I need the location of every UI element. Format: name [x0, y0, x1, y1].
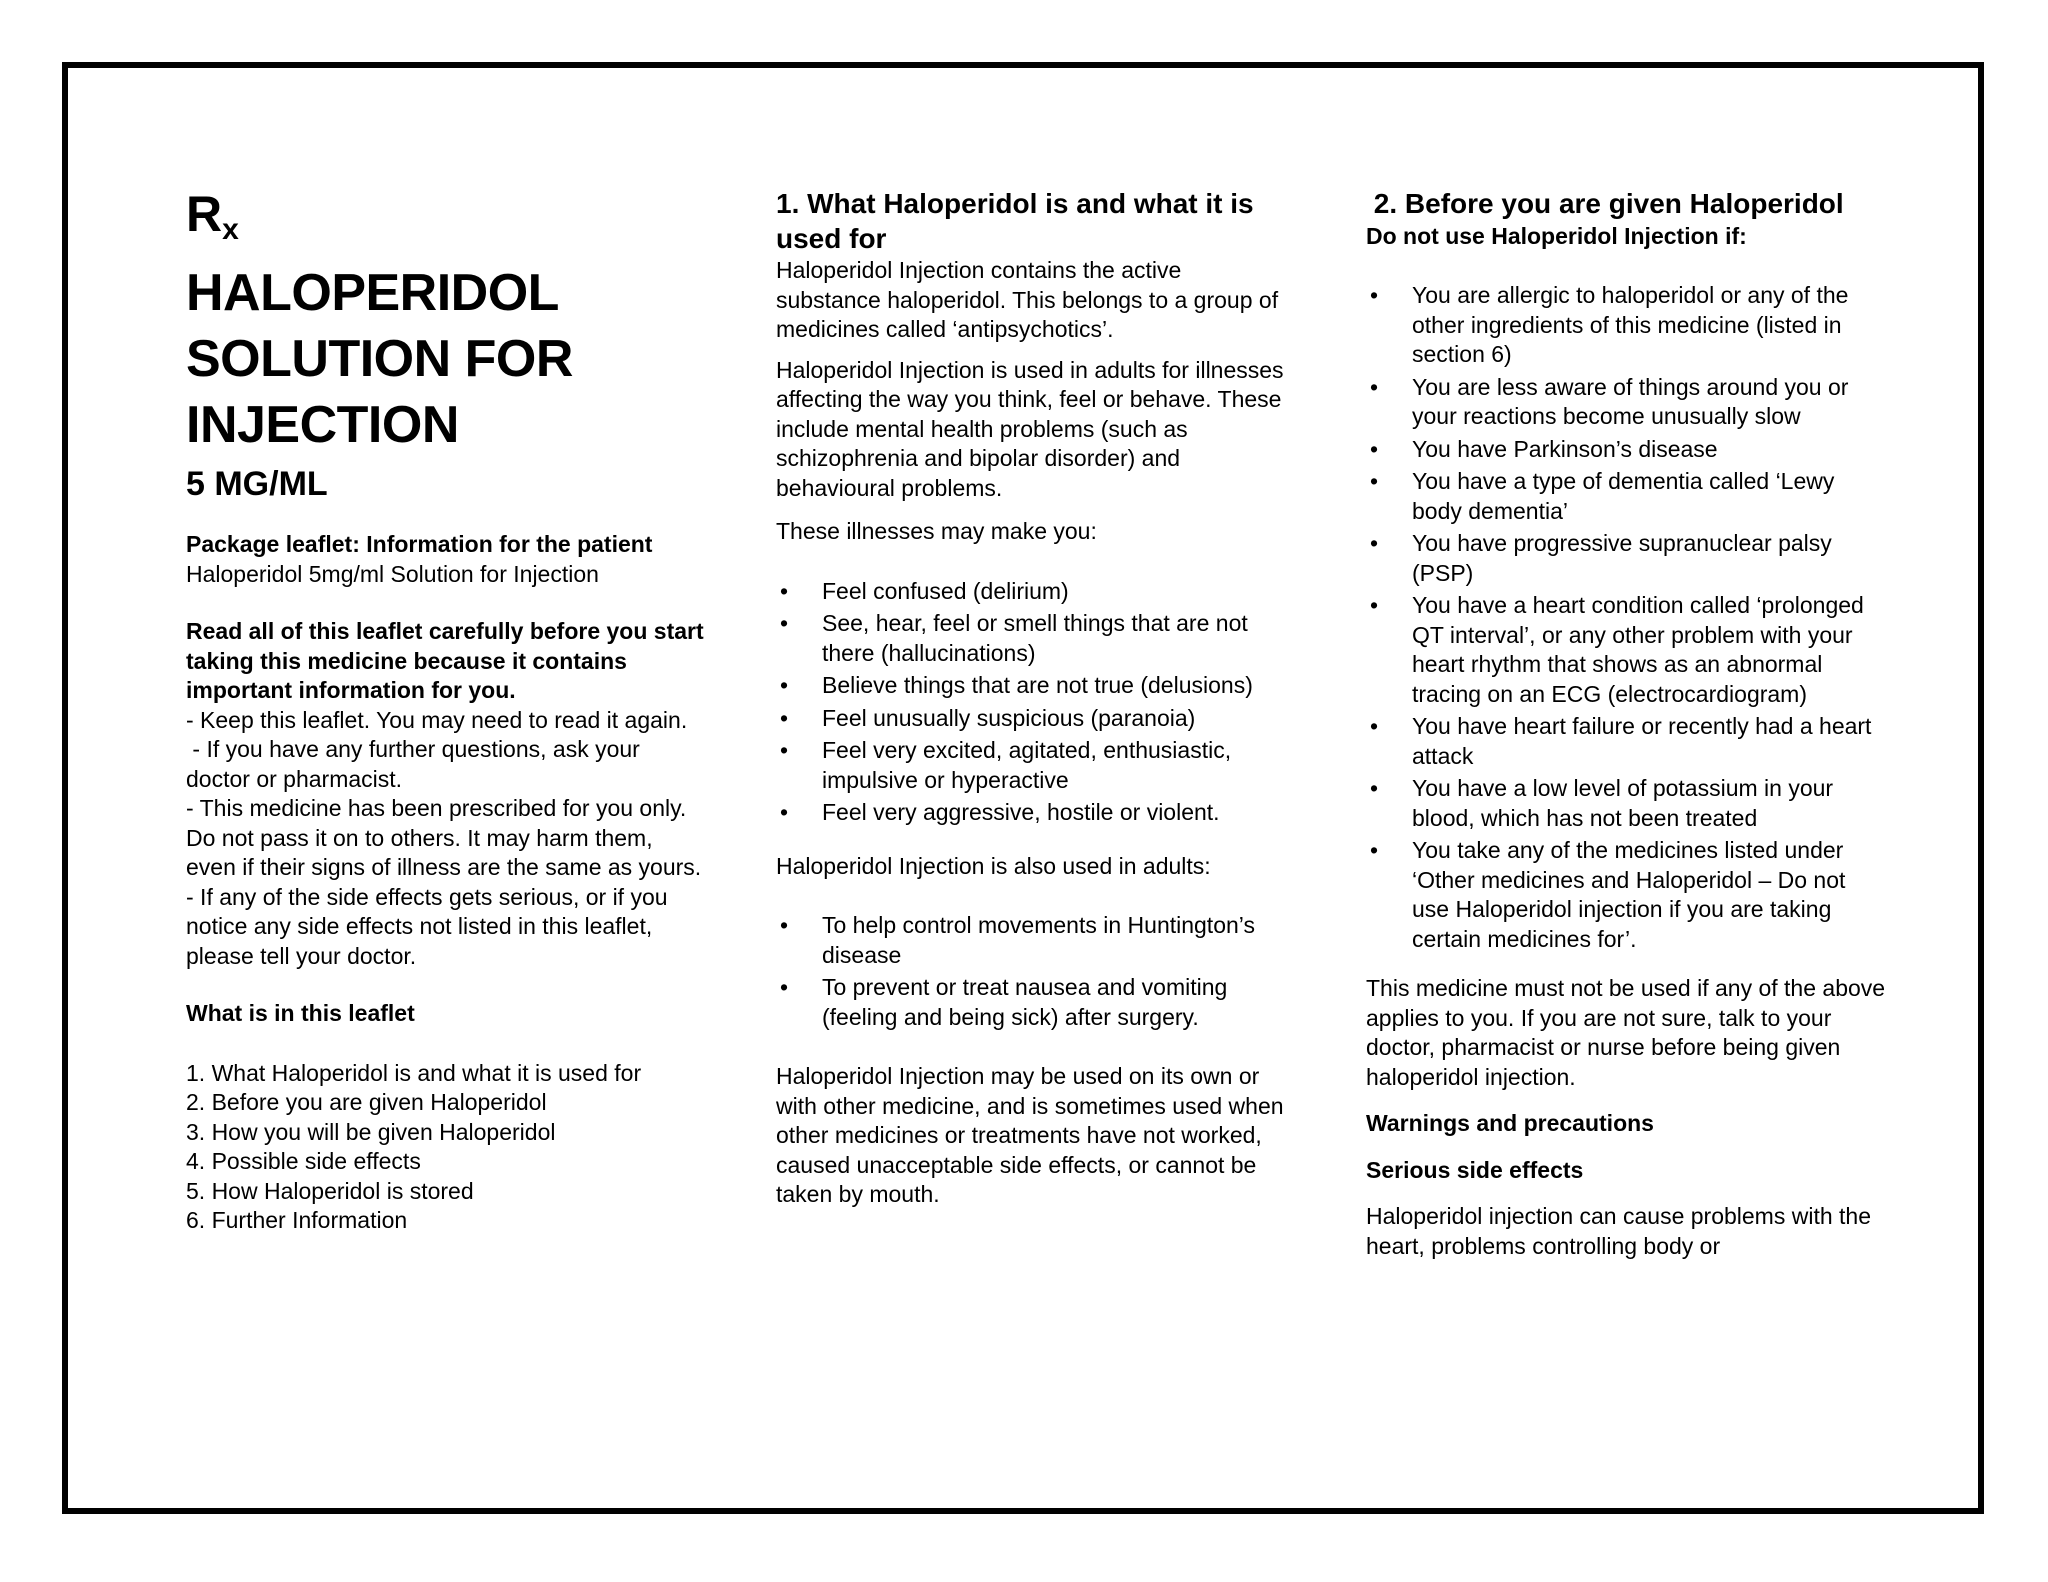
also-used-paragraph: Haloperidol Injection is also used in adults:	[776, 852, 1211, 879]
toc-item: 3. How you will be given Haloperidol	[186, 1118, 556, 1145]
list-item: • You are allergic to haloperidol or any of the other ingredients of this medicine (listed in section 6)	[1370, 282, 1849, 367]
list-item: • Believe things that are not true (delusions)	[780, 672, 1253, 698]
read-item: - If you have any further questions, ask your doctor or pharmacist.	[186, 736, 647, 792]
do-not-use-heading: Do not use Haloperidol Injection if:	[1366, 223, 1747, 249]
column-2	[776, 186, 1286, 1210]
conditions-list	[1366, 281, 1886, 954]
list-item: • To prevent or treat nausea and vomiting (feeling and being sick) after surgery.	[780, 974, 1228, 1030]
list-item: • You have a low level of potassium in your blood, which has not been treated	[1370, 775, 1834, 831]
may-make-paragraph: These illnesses may make you:	[776, 518, 1097, 544]
section-1-heading: 1. What Haloperidol is and what it is used for	[776, 188, 1254, 254]
section-2-heading: 2. Before you are given Haloperidol	[1366, 188, 1844, 219]
list-item: • You take any of the medicines listed under ‘Other medicines and Haloperidol – Do not use Haloperidol injection if you are taking certain medicines for’.	[1370, 837, 1846, 952]
toc-item: 1. What Haloperidol is and what it is used for	[186, 1059, 642, 1086]
warnings-heading: Warnings and precautions	[1366, 1110, 1654, 1136]
column-1	[186, 186, 706, 1236]
rx-symbol: $R_x$	[186, 186, 239, 246]
list-item: • Feel confused (delirium)	[780, 577, 1069, 604]
toc-list	[186, 1059, 706, 1236]
column-3	[1366, 186, 1886, 1261]
serious-heading: Serious side effects	[1366, 1157, 1584, 1183]
read-item: - If any of the side effects gets serious, or if you notice any side effects not listed in this leaflet, please tell your doctor.	[186, 883, 668, 969]
list-item: • Feel very aggressive, hostile or violent.	[780, 799, 1220, 825]
list-item: • You have progressive supranuclear palsy (PSP)	[1370, 530, 1832, 586]
used-for-paragraph: Haloperidol Injection is used in adults for illnesses affecting the way you think, feel or behave. These include mental health problems (such as schizophrenia and bipolar disorder) and behavioural problems.	[776, 356, 1284, 501]
list-item: • You are less aware of things around you or your reactions become unusually slow	[1370, 373, 1849, 429]
title-line: HALOPERIDOL	[186, 264, 559, 322]
product-title	[186, 260, 706, 458]
toc-item: 2. Before you are given Haloperidol	[186, 1089, 547, 1115]
also-used-list	[776, 911, 1286, 1032]
toc-heading: What is in this leaflet	[186, 1000, 415, 1026]
toc-item: 6. Further Information	[186, 1207, 408, 1233]
symptoms-list	[776, 577, 1286, 828]
title-line: SOLUTION FOR	[186, 330, 573, 388]
list-item: • You have a heart condition called ‘prolonged QT interval’, or any other problem with your heart rhythm that shows as an abnormal tracing on an ECG (electrocardiogram)	[1370, 592, 1864, 707]
list-item: • Feel very excited, agitated, enthusiastic, impulsive or hyperactive	[780, 737, 1232, 793]
product-name: Haloperidol 5mg/ml Solution for Injection	[186, 560, 599, 587]
serious-paragraph: Haloperidol injection can cause problems with the heart, problems controlling body or	[1366, 1203, 1872, 1259]
list-item: • See, hear, feel or smell things that are not there (hallucinations)	[780, 610, 1248, 666]
intro-paragraph: Haloperidol Injection contains the active substance haloperidol. This belongs to a group of medicines called ‘antipsychotics’.	[776, 257, 1279, 342]
list-item: • You have a type of dementia called ‘Lewy body dementia’	[1370, 468, 1835, 524]
product-strength: 5 MG/ML	[186, 465, 328, 503]
list-item: • To help control movements in Huntington’s disease	[780, 912, 1255, 968]
may-be-used-paragraph: Haloperidol Injection may be used on its own or with other medicine, and is sometimes used when other medicines or treatments have not worked, caused unacceptable side effects, or cannot be taken by mouth.	[776, 1063, 1284, 1207]
list-item: • You have Parkinson’s disease	[1370, 435, 1718, 462]
toc-item: 4. Possible side effects	[186, 1148, 421, 1174]
read-item: - Keep this leaflet. You may need to read it again.	[186, 706, 688, 733]
read-item: - This medicine has been prescribed for you only. Do not pass it on to others. It may harm them, even if their signs of illness are the same as yours.	[186, 795, 702, 880]
read-heading: Read all of this leaflet carefully before you start taking this medicine because it contains important information for you.	[186, 618, 704, 703]
must-not-paragraph: This medicine must not be used if any of the above applies to you. If you are not sure, talk to your doctor, pharmacist or nurse before being given haloperidol injection.	[1366, 975, 1886, 1090]
toc-item: 5. How Haloperidol is stored	[186, 1177, 474, 1204]
title-line: INJECTION	[186, 396, 459, 454]
list-item: • You have heart failure or recently had a heart attack	[1370, 713, 1872, 769]
list-item: • Feel unusually suspicious (paranoia)	[780, 704, 1196, 731]
leaflet-heading: Package leaflet: Information for the patient	[186, 531, 653, 557]
